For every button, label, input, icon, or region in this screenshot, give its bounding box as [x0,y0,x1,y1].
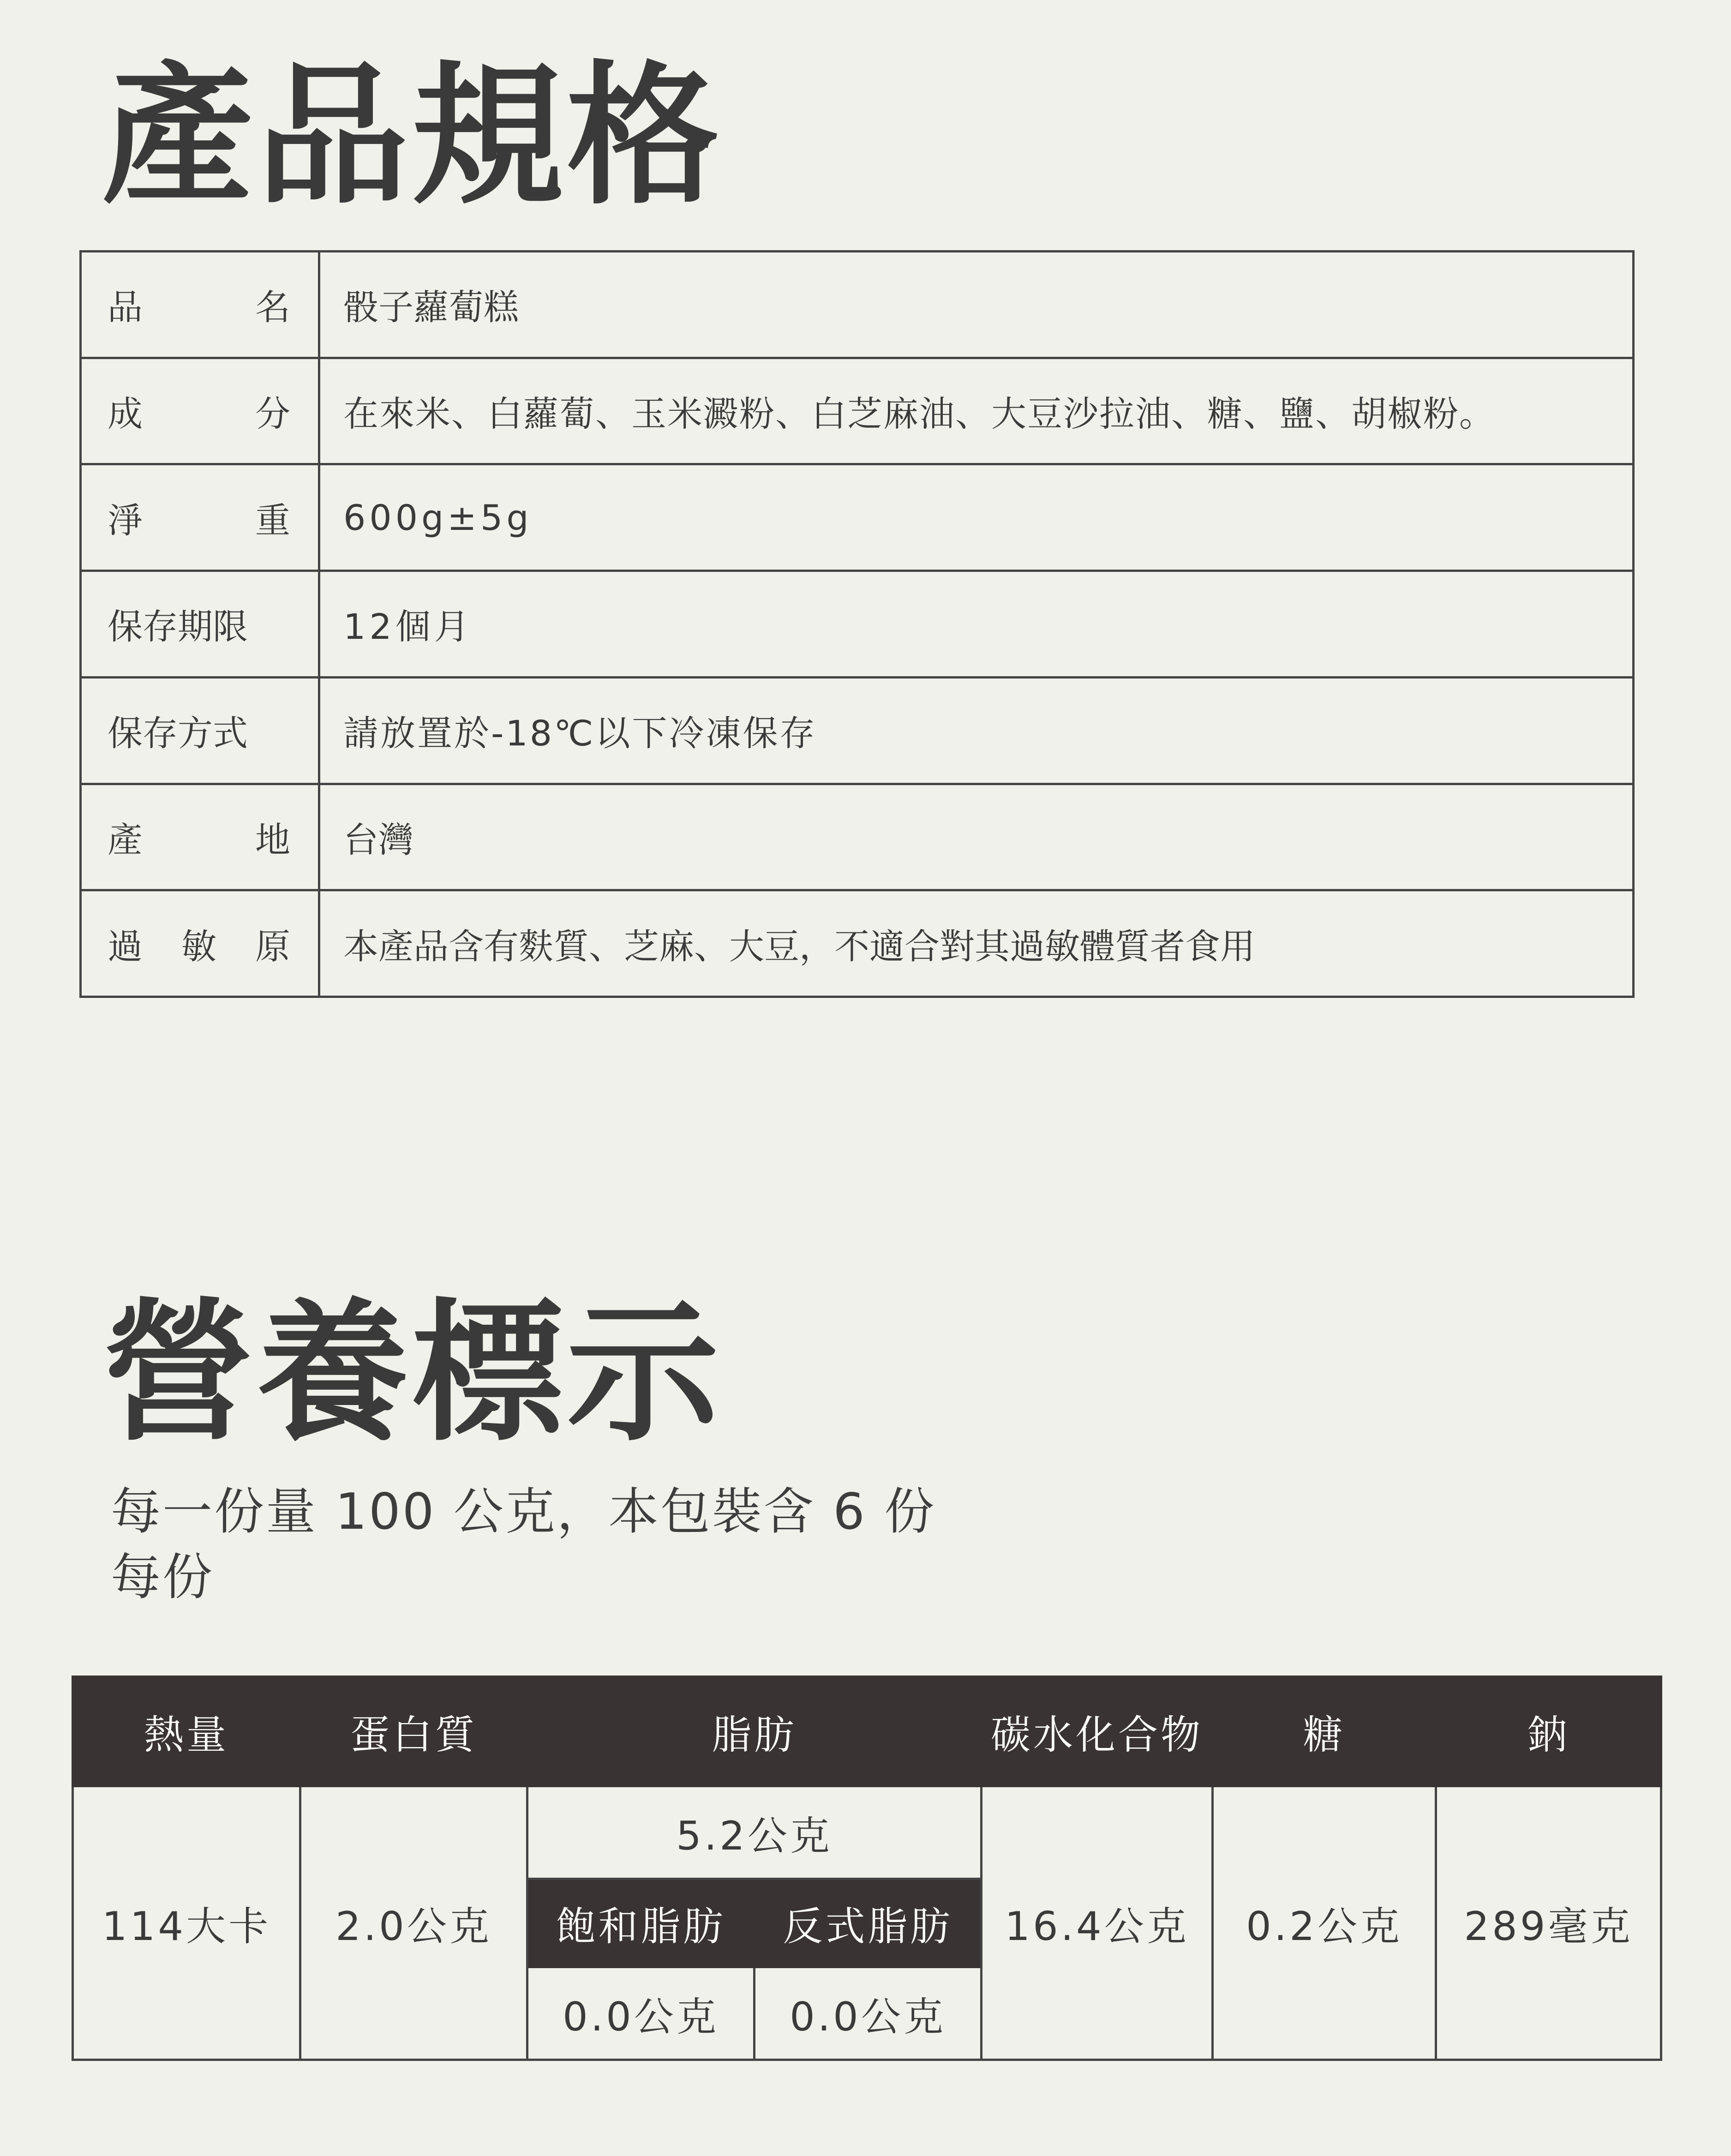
spec-row-storage [81,677,1634,784]
spec-table [79,250,1635,998]
value-carbs: 16.4公克 [982,1786,1213,2060]
spec-value: 請放置於-18℃以下冷凍保存 [319,677,1634,784]
spec-title: 產品規格 [102,48,722,225]
header-carbs: 碳水化合物 [982,1677,1213,1786]
spec-value: 本產品含有麩質、芝麻、大豆，不適合對其過敏體質者食用 [319,890,1634,997]
value-calories: 114大卡 [73,1786,300,2060]
spec-row-shelf-life [81,571,1634,678]
nutrition-table [72,1676,1662,2061]
spec-label: 保存期限 [81,571,319,678]
spec-label: 保存方式 [81,677,319,784]
per-serving-text: 每份 [111,1549,215,1606]
header-saturated-fat: 飽和脂肪 [527,1879,755,1967]
spec-row-origin [81,784,1634,890]
spec-label: 品 名 [81,252,319,358]
spec-label: 過 敏 原 [81,890,319,997]
spec-row-allergen [81,890,1634,997]
nutrition-header-row [73,1677,1661,1786]
spec-label: 產 地 [81,784,319,890]
spec-label: 淨 重 [81,464,319,571]
spec-row-name [81,252,1634,358]
serving-info [111,1479,936,1610]
value-fat: 5.2公克 [527,1786,982,1879]
value-saturated-fat: 0.0公克 [527,1967,755,2060]
nutrition-title: 營養標示 [102,1285,722,1462]
header-trans-fat: 反式脂肪 [755,1879,982,1967]
spec-row-weight [81,464,1634,571]
serving-size-text: 每一份量 100 公克，本包裝含 6 份 [111,1483,936,1541]
spec-label: 成 分 [81,358,319,464]
header-calories: 熱量 [73,1677,300,1786]
header-sodium: 鈉 [1436,1677,1661,1786]
spec-value: 在來米、白蘿蔔、玉米澱粉、白芝麻油、大豆沙拉油、糖、鹽、胡椒粉。 [319,358,1634,464]
value-sugar: 0.2公克 [1213,1786,1436,2060]
value-sodium: 289毫克 [1436,1786,1661,2060]
spec-value: 台灣 [319,784,1634,890]
spec-row-ingredients [81,358,1634,464]
value-trans-fat: 0.0公克 [755,1967,982,2060]
spec-value: 12個月 [319,571,1634,678]
header-protein: 蛋白質 [300,1677,527,1786]
header-fat: 脂肪 [527,1677,982,1786]
spec-value: 600g±5g [319,464,1634,571]
spec-value: 骰子蘿蔔糕 [319,252,1634,358]
nutrition-value-row [73,1786,1661,1879]
value-protein: 2.0公克 [300,1786,527,2060]
header-sugar: 糖 [1213,1677,1436,1786]
